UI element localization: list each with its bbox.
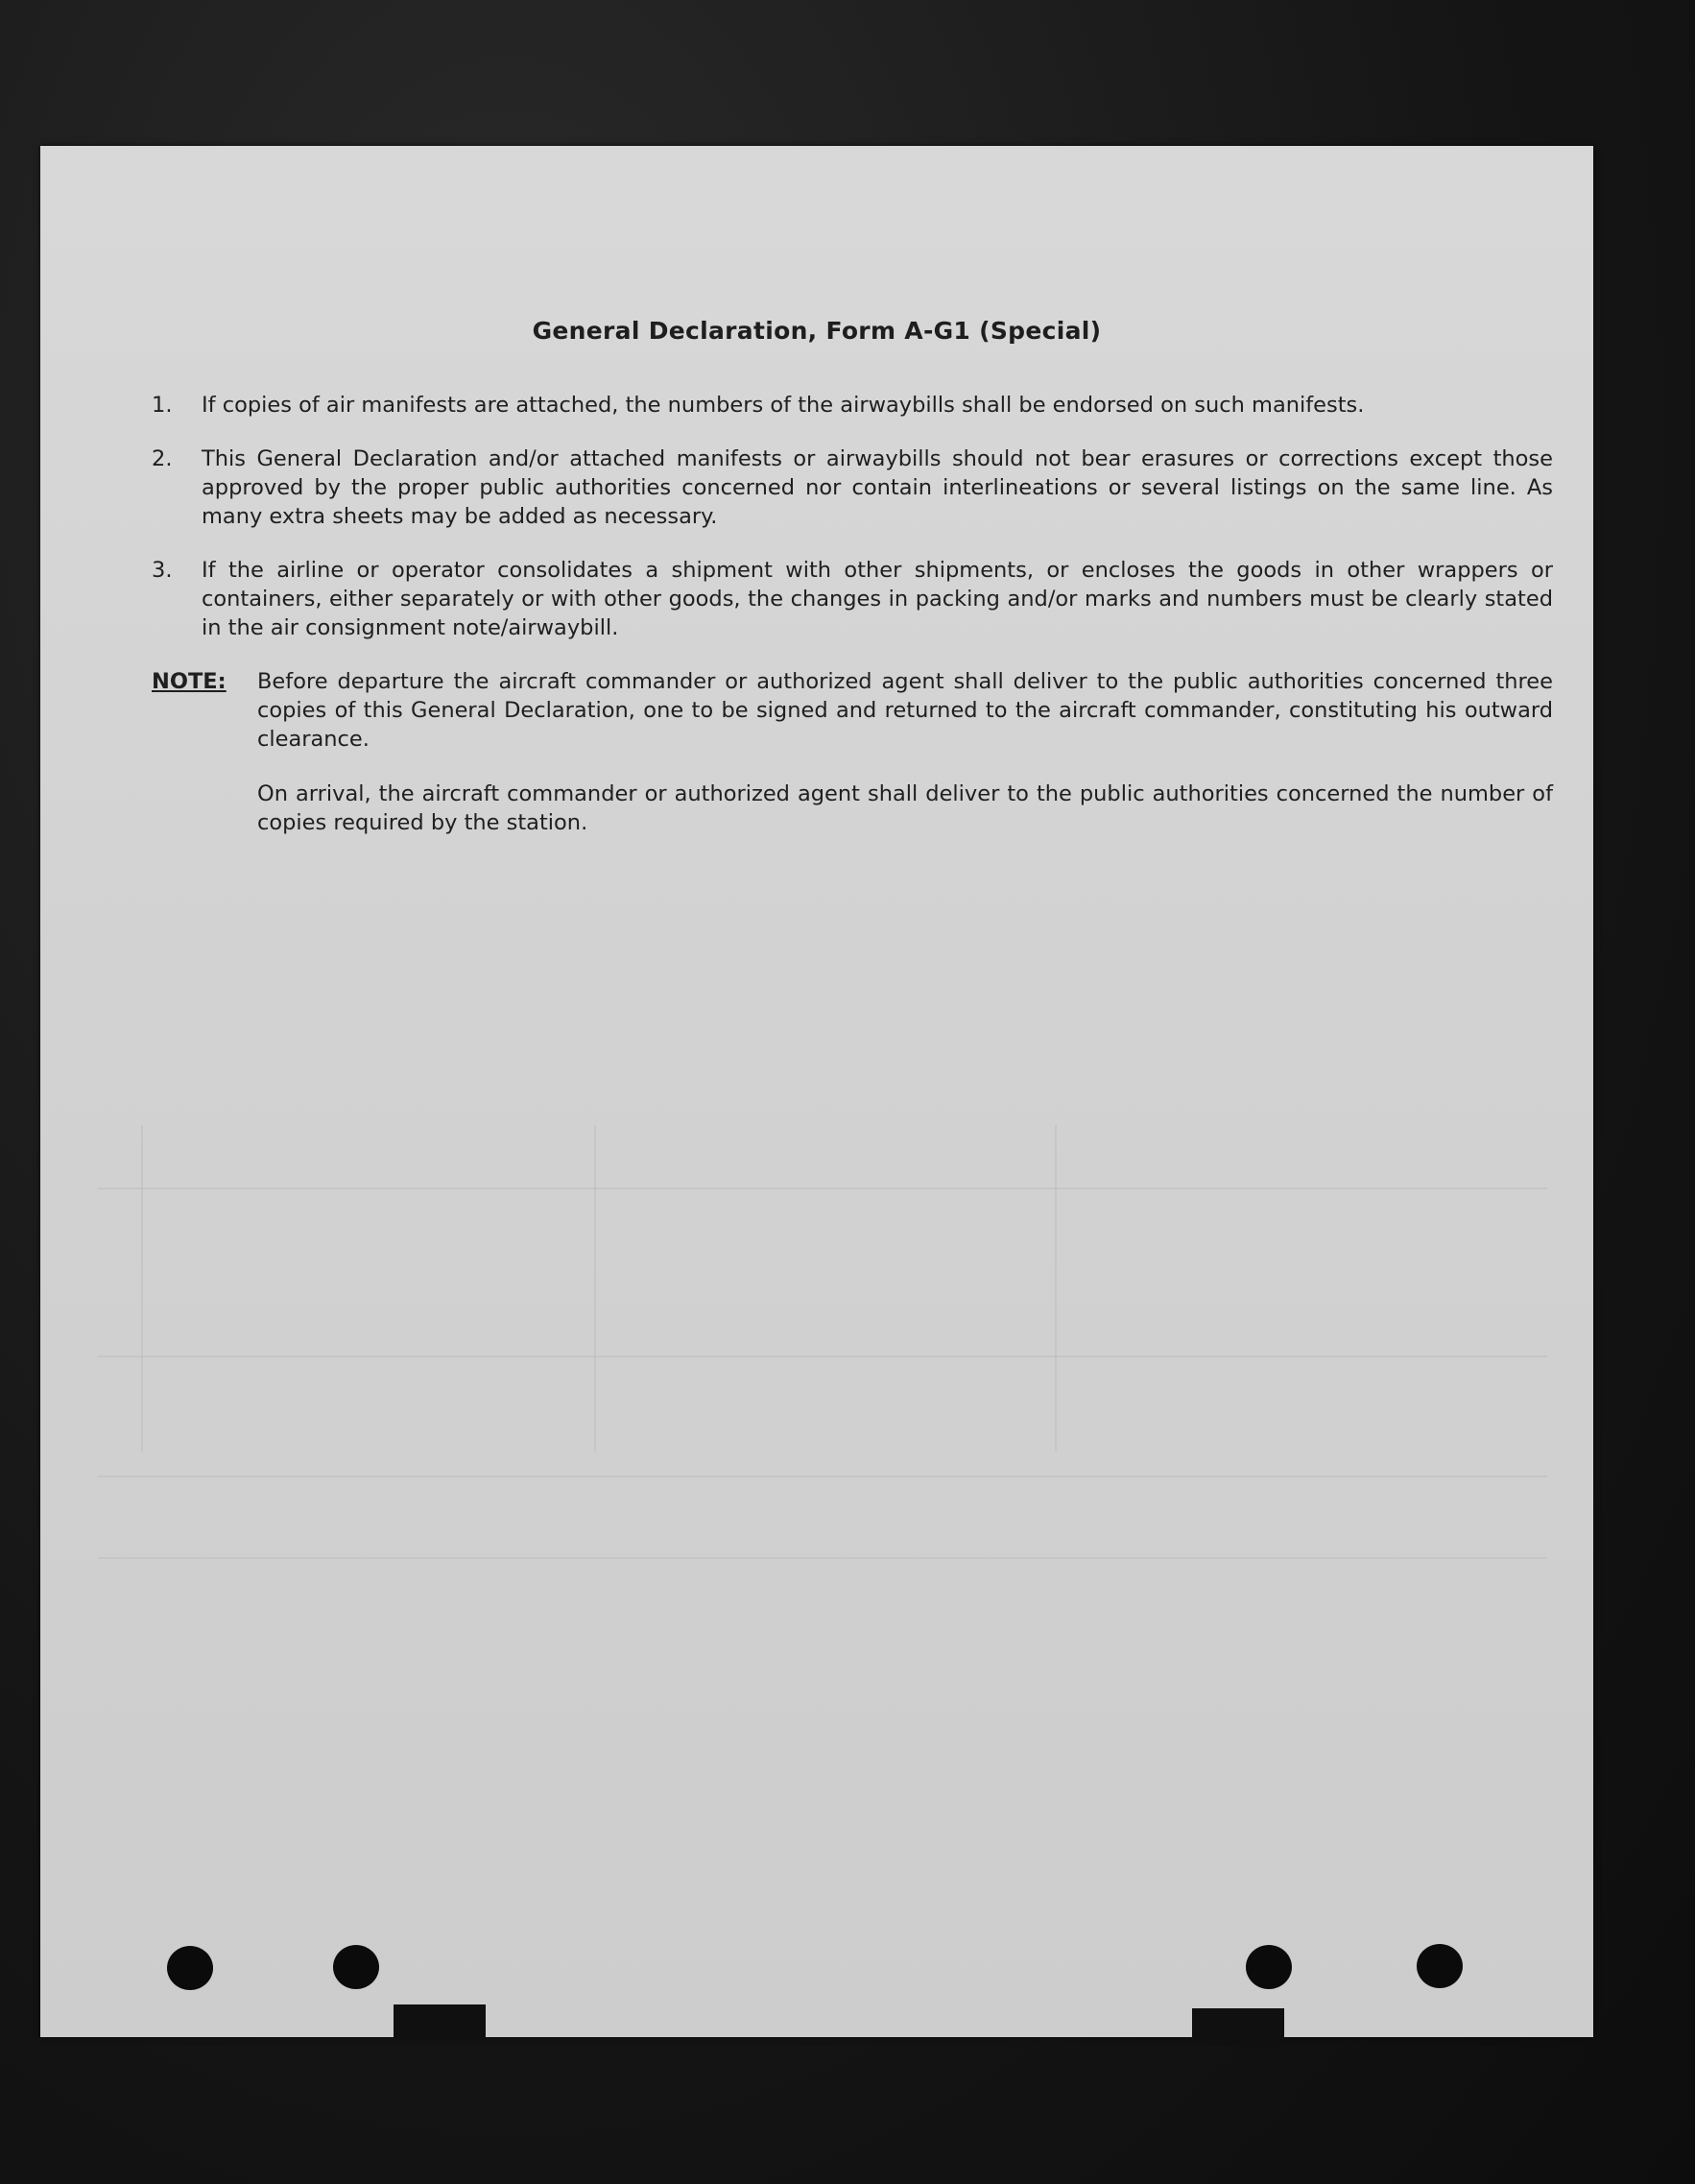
binding-tab	[1192, 2008, 1284, 2043]
item-text: If the airline or operator consolidates a shipment with other shipments, or encloses the goods in other wrappers or containers, either separately or with other goods, the changes in packing and/or marks and numbers must be clearly stated in the air consignment note/airwaybill.	[202, 558, 1553, 640]
punch-hole	[1417, 1944, 1463, 1988]
bleed-through-line	[98, 1356, 1547, 1357]
item-text: If copies of air manifests are attached, the numbers of the airwaybills shall be endorsed on such manifests.	[202, 393, 1365, 418]
punch-hole	[333, 1945, 379, 1989]
list-item	[152, 556, 1553, 642]
document-page	[40, 146, 1593, 2037]
binding-tab	[394, 2004, 486, 2039]
item-number: 2.	[152, 446, 173, 471]
item-text: This General Declaration and/or attached manifests or airwaybills should not bear erasures or corrections except those approved by the proper public authorities concerned nor contain interlineations or several listings on the same line. As many extra sheets may be added as necessary.	[202, 446, 1553, 529]
note-paragraph: On arrival, the aircraft commander or authorized agent shall deliver to the public authorities concerned the number of copies required by the station.	[257, 781, 1553, 835]
bleed-through-line	[594, 1125, 596, 1452]
bleed-through-line	[141, 1125, 143, 1452]
bleed-through-line	[98, 1476, 1547, 1477]
punch-hole	[167, 1946, 213, 1990]
punch-hole	[1246, 1945, 1292, 1989]
note-paragraph: Before departure the aircraft commander or authorized agent shall deliver to the public authorities concerned three copies of this General Declaration, one to be signed and returned to the aircraft commander, constituting his outward clearance.	[257, 669, 1553, 752]
list-item	[152, 444, 1553, 531]
bleed-through-line	[98, 1188, 1547, 1189]
item-number: 3.	[152, 558, 173, 583]
list-item	[152, 391, 1553, 420]
page-title: General Declaration, Form A-G1 (Special)	[532, 317, 1102, 345]
bleed-through-line	[98, 1557, 1547, 1559]
note-section	[152, 667, 1553, 837]
note-label: NOTE:	[152, 669, 227, 694]
bleed-through-line	[1055, 1125, 1057, 1452]
item-number: 1.	[152, 393, 173, 418]
